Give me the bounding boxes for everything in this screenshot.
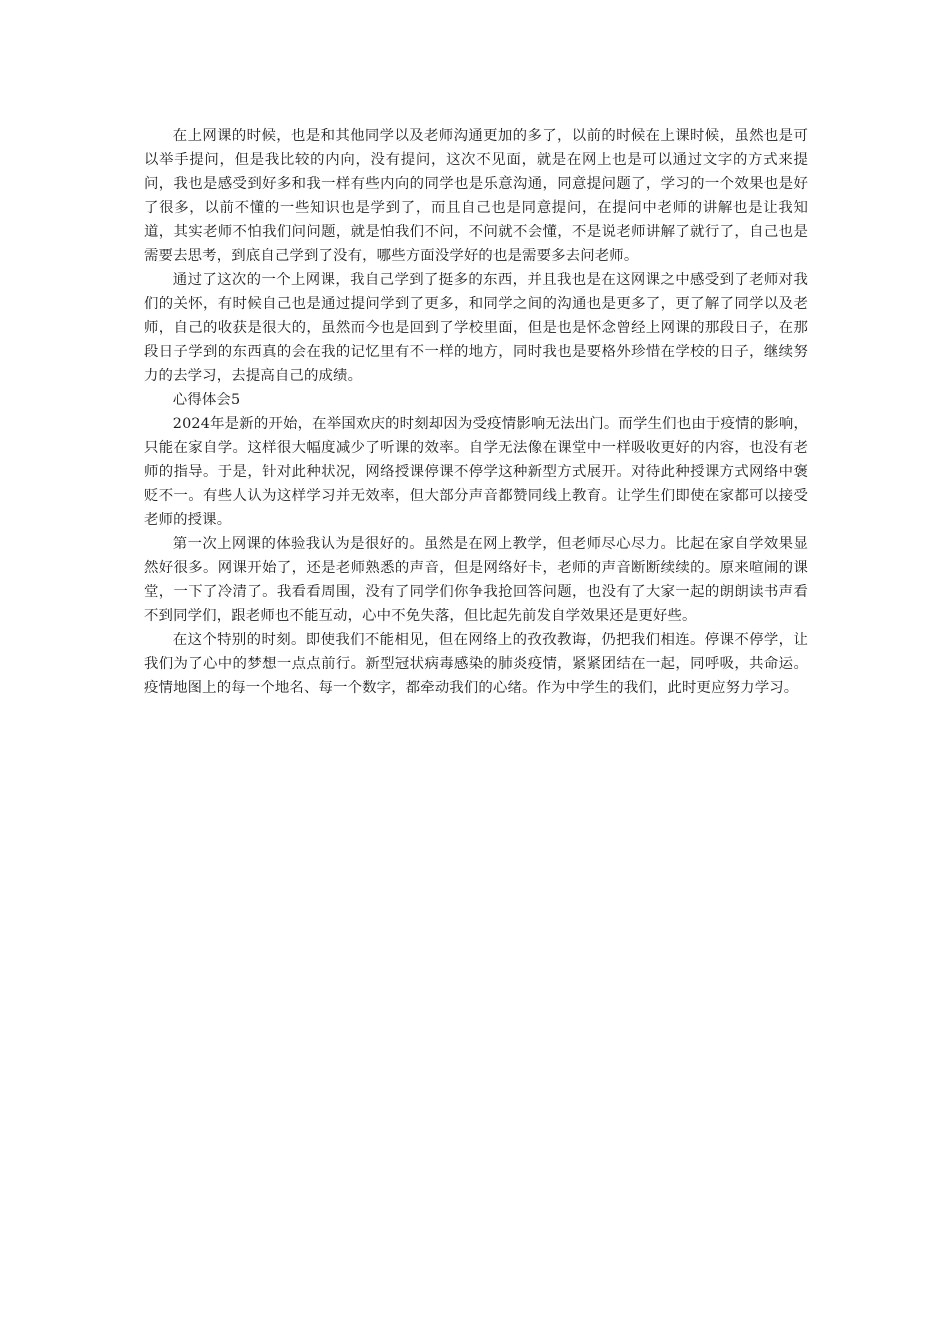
paragraph-first-online-class: 第一次上网课的体验我认为是很好的。虽然是在网上教学，但老师尽心尽力。比起在家自学效果显然好很多。网课开始了，还是老师熟悉的声音，但是网络好卡，老师的声音断断续续的。原来喧闹的课堂，一下了冷清了。我看看周围，没有了同学们你争我抢回答问题，也没有了大家一起的朗朗读书声看不到同学们，跟老师也不能互动，心中不免失落，但比起先前发自学效果还是更好些。 bbox=[144, 536, 808, 624]
paragraph-online-class-gains: 通过了这次的一个上网课，我自己学到了挺多的东西，并且我也是在这网课之中感受到了老师对我们的关怀，有时候自己也是通过提问学到了更多，和同学之间的沟通也是更多了，更了解了同学以及老师，自己的收获是很大的，虽然而今也是回到了学校里面，但是也是怀念曾经上网课的那段日子，在那段日子学到的东西真的会在我的记忆里有不一样的地方，同时我也是要格外珍惜在学校的日子，继续努力的去学习，去提高自己的成绩。 bbox=[144, 272, 808, 384]
document-body bbox=[144, 124, 808, 700]
section-heading: 心得体会5 bbox=[172, 392, 241, 408]
paragraph-online-class-communication: 在上网课的时候，也是和其他同学以及老师沟通更加的多了，以前的时候在上课时候，虽然也是可以举手提问，但是我比较的内向，没有提问，这次不见面，就是在网上也是可以通过文字的方式来提问，我也是感受到好多和我一样有些内向的同学也是乐意沟通，同意提问题了，学习的一个效果也是好了很多，以前不懂的一些知识也是学到了，而且自己也是同意提问，在提问中老师的讲解也是让我知道，其实老师不怕我们问问题，就是怕我们不问，不问就不会懂，不是说老师讲解了就行了，自己也是需要去思考，到底自己学到了没有，哪些方面没学好的也是需要多去问老师。 bbox=[144, 128, 808, 264]
paragraph-special-moment: 在这个特别的时刻。即使我们不能相见，但在网络上的孜孜教诲，仍把我们相连。停课不停学，让我们为了心中的梦想一点点前行。新型冠状病毒感染的肺炎疫情，紧紧团结在一起，同呼吸，共命运。疫情地图上的每一个地名、每一个数字，都牵动我们的心绪。作为中学生的我们，此时更应努力学习。 bbox=[144, 632, 808, 696]
paragraph-new-year-epidemic: 2024年是新的开始，在举国欢庆的时刻却因为受疫情影响无法出门。而学生们也由于疫情的影响，只能在家自学。这样很大幅度减少了听课的效率。自学无法像在课堂中一样吸收更好的内容，也没有老师的指导。于是，针对此种状况，网络授课停课不停学这种新型方式展开。对待此种授课方式网络中褒贬不一。有些人认为这样学习并无效率，但大部分声音都赞同线上教育。让学生们即使在家都可以接受老师的授课。 bbox=[144, 416, 808, 528]
